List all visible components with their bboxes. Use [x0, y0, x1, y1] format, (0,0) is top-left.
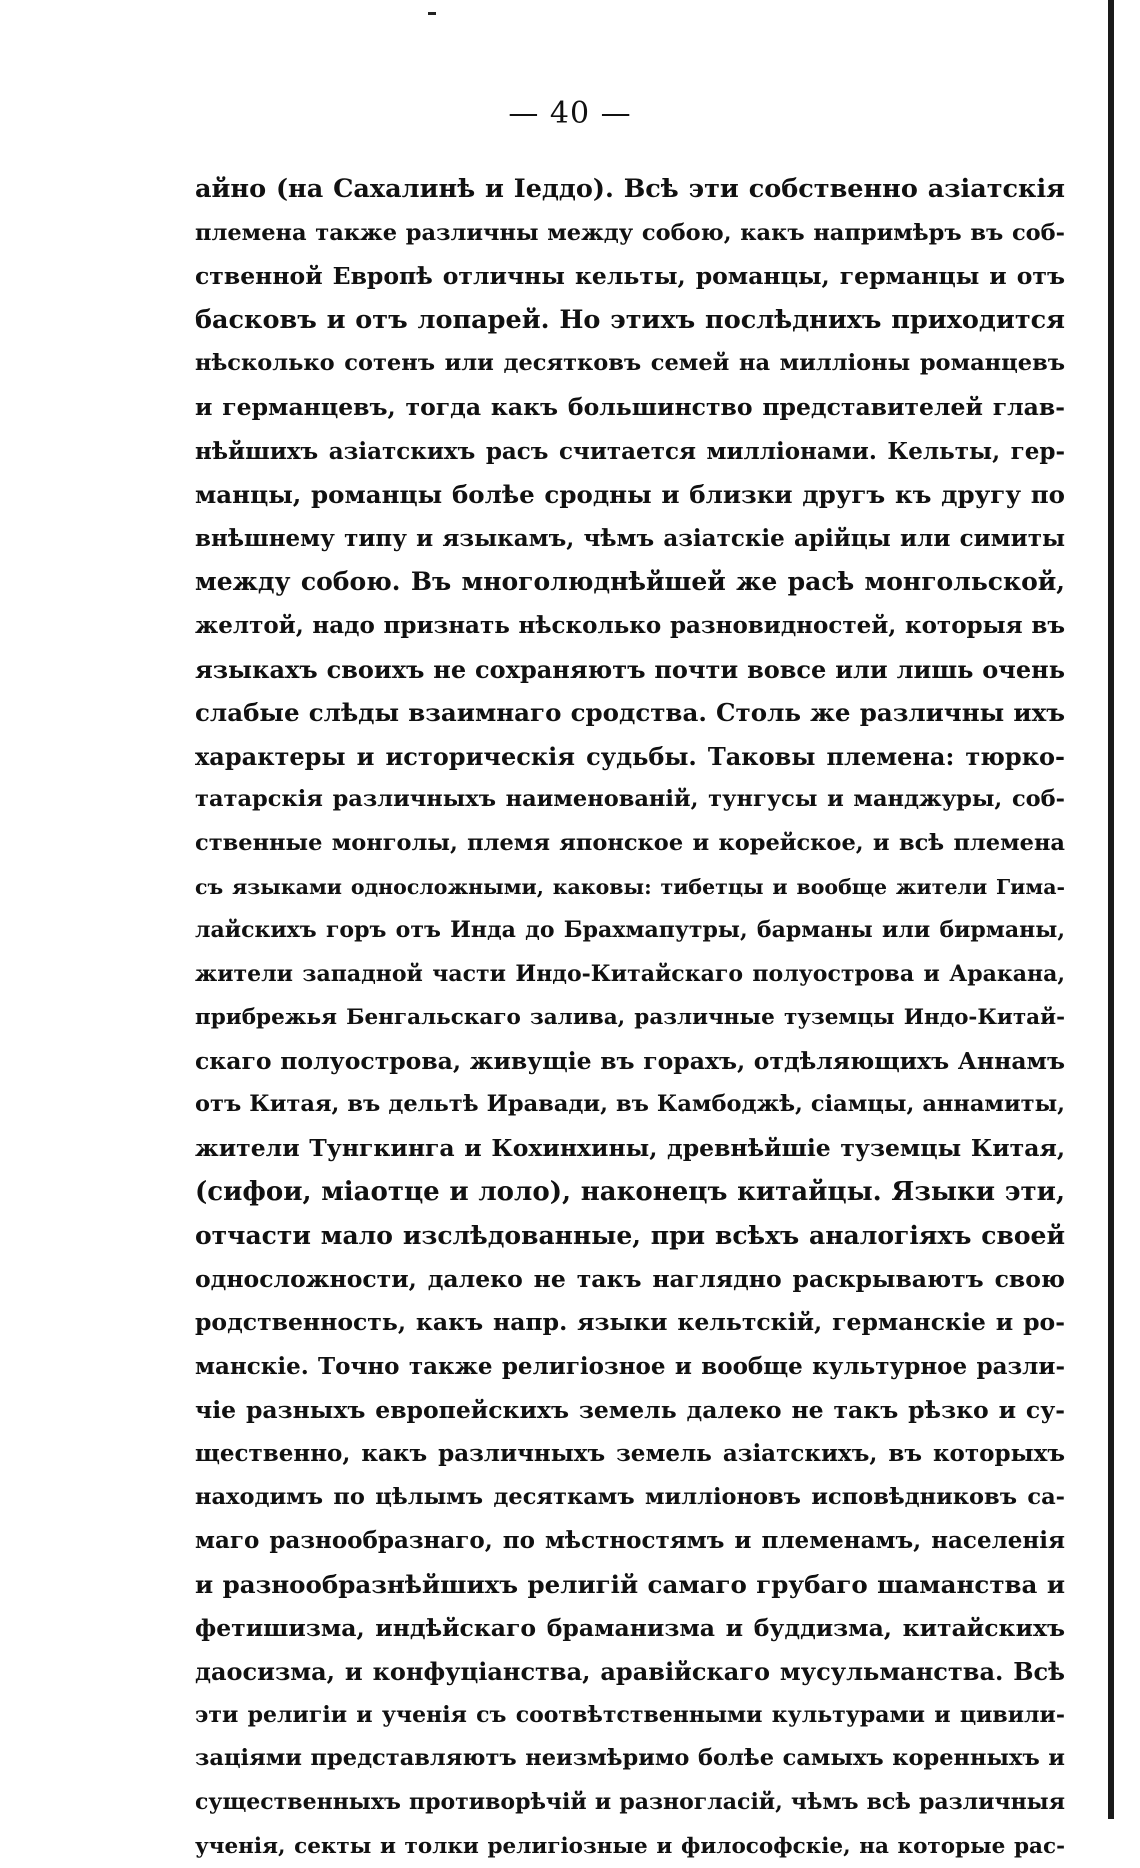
- text-line: языкахъ своихъ не сохраняютъ почти вовсе или лишь очень: [195, 654, 1065, 684]
- text-line: односложности, далеко не такъ наглядно раскрываютъ свою: [195, 1264, 1065, 1293]
- text-line: племена также различны между собою, какъ напримѣръ въ соб-: [195, 219, 1065, 246]
- text-line: заціями представляютъ неизмѣримо болѣе самыхъ коренныхъ и: [195, 1745, 1065, 1772]
- page-number: — 40 —: [508, 96, 632, 131]
- print-mark: [428, 12, 436, 15]
- text-line: манцы, романцы болѣе сродны и близки другъ къ другу по: [195, 480, 1065, 510]
- text-line: жители западной части Индо-Китайскаго полуострова и Аракана,: [195, 960, 1065, 987]
- text-line: и германцевъ, тогда какъ большинство представителей глав-: [195, 392, 1065, 421]
- text-line: жители Тунгкинга и Кохинхины, древнѣйшіе туземцы Китая,: [195, 1134, 1065, 1163]
- text-line: отчасти мало изслѣдованные, при всѣхъ аналогіяхъ своей: [195, 1221, 1065, 1251]
- page-edge-rule: [1108, 0, 1114, 1819]
- text-line: прибрежья Бенгальскаго залива, различные туземцы Индо-Китай-: [195, 1005, 1065, 1031]
- text-line: басковъ и отъ лопарей. Но этихъ послѣднихъ приходится: [195, 304, 1065, 335]
- text-line: отъ Китая, въ дельтѣ Иравади, въ Камбоджѣ, сіамцы, аннамиты,: [195, 1091, 1065, 1118]
- text-line: нѣсколько сотенъ или десятковъ семей на милліоны романцевъ: [195, 350, 1065, 377]
- text-line: слабые слѣды взаимнаго сродства. Столь же различны ихъ: [195, 698, 1065, 728]
- text-line: нѣйшихъ азіатскихъ расъ считается милліонами. Кельты, гер-: [195, 437, 1065, 465]
- text-line: съ языками односложными, каковы: тибетцы и вообще жители Гима-: [195, 874, 1065, 899]
- text-line: (сифои, міаотце и лоло), наконецъ китайцы. Языки эти,: [195, 1176, 1065, 1207]
- text-line: внѣшнему типу и языкамъ, чѣмъ азіатскіе арійцы или симиты: [195, 524, 1065, 552]
- text-line: маго разнообразнаго, по мѣстностямъ и племенамъ, населенія: [195, 1527, 1065, 1555]
- text-line: существенныхъ противорѣчій и разногласій, чѣмъ всѣ различныя: [195, 1788, 1065, 1815]
- text-line: ственные монголы, племя японское и корейское, и всѣ племена: [195, 829, 1065, 856]
- text-line: характеры и историческія судьбы. Таковы племена: тюрко-: [195, 741, 1065, 771]
- body-text: [195, 168, 1065, 1868]
- text-line: между собою. Въ многолюднѣйшей же расѣ монгольской,: [195, 567, 1065, 597]
- text-line: манскіе. Точно также религіозное и вообще культурное разли-: [195, 1353, 1065, 1381]
- text-line: ственной Европѣ отличны кельты, романцы, германцы и отъ: [195, 262, 1065, 291]
- text-line: щественно, какъ различныхъ земель азіатскихъ, въ которыхъ: [195, 1440, 1065, 1468]
- text-line: находимъ по цѣлымъ десяткамъ милліоновъ исповѣдниковъ са-: [195, 1483, 1065, 1510]
- text-line: ученія, секты и толки религіозные и философскіе, на которые рас-: [195, 1833, 1065, 1859]
- text-line: и разнообразнѣйшихъ религій самаго грубаго шаманства и: [195, 1570, 1065, 1599]
- text-line: фетишизма, индѣйскаго браманизма и буддизма, китайскихъ: [195, 1613, 1065, 1642]
- text-line: айно (на Сахалинѣ и Іеддо). Всѣ эти собственно азіатскія: [195, 174, 1065, 204]
- text-line: лайскихъ горъ отъ Инда до Брахмапутры, барманы или бирманы,: [195, 917, 1065, 944]
- text-line: желтой, надо признать нѣсколько разновидностей, которыя въ: [195, 611, 1065, 639]
- text-line: чіе разныхъ европейскихъ земель далеко не такъ рѣзко и су-: [195, 1395, 1065, 1424]
- text-line: эти религіи и ученія съ соотвѣтственными культурами и цивили-: [195, 1701, 1065, 1728]
- text-line: родственность, какъ напр. языки кельтскій, германскіе и ро-: [195, 1308, 1065, 1337]
- text-line: скаго полуострова, живущіе въ горахъ, отдѣляющихъ Аннамъ: [195, 1046, 1065, 1075]
- text-line: татарскія различныхъ наименованій, тунгусы и манджуры, соб-: [195, 786, 1065, 813]
- text-line: даосизма, и конфуціанства, аравійскаго мусульманства. Всѣ: [195, 1657, 1065, 1687]
